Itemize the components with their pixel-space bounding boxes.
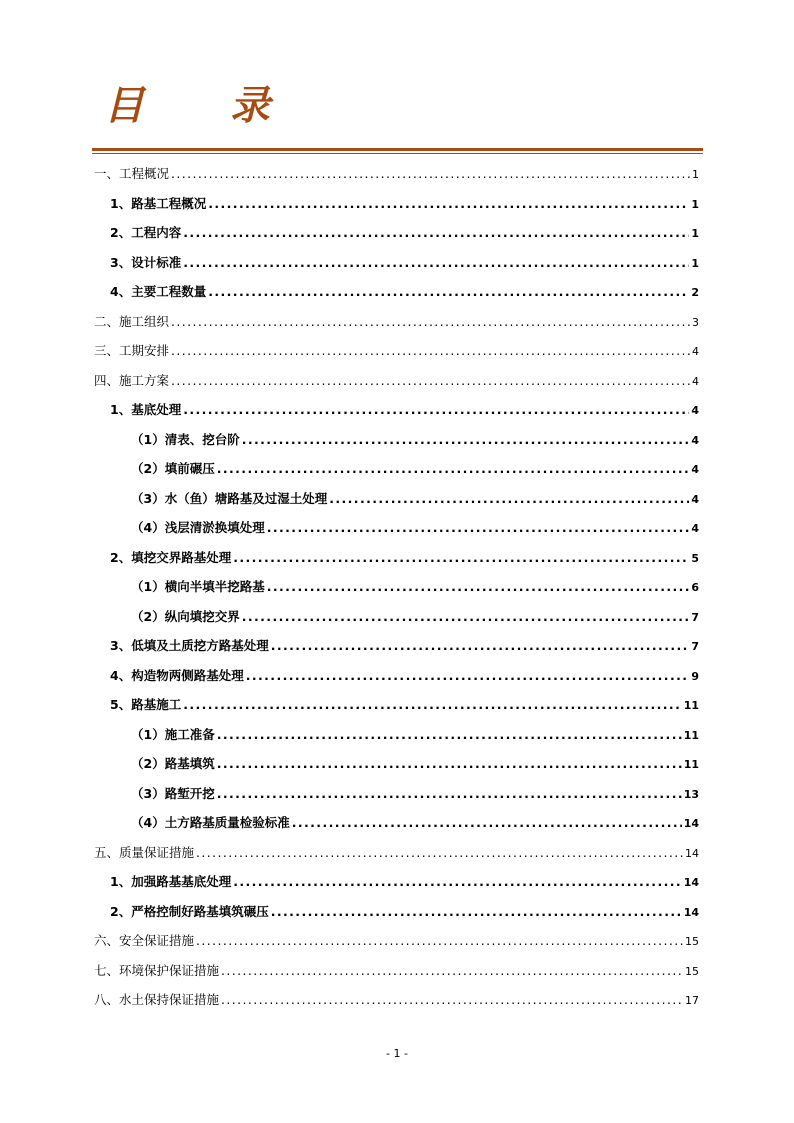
toc-entry-label: 1、路基工程概况 xyxy=(110,195,207,211)
toc-entry-page: 7 xyxy=(691,610,699,624)
page-number: - 1 - xyxy=(386,1047,408,1060)
toc-leader-dots xyxy=(242,430,690,450)
toc-entry[interactable] xyxy=(131,784,699,804)
toc-entry[interactable] xyxy=(131,459,699,479)
toc-entry-page: 4 xyxy=(691,433,699,447)
toc-entry-page: 4 xyxy=(692,345,699,358)
toc-entry[interactable] xyxy=(110,872,699,892)
toc-entry-label: 3、低填及土质挖方路基处理 xyxy=(110,638,269,653)
toc-entry-page: 14 xyxy=(683,876,699,889)
toc-entry-page: 15 xyxy=(685,964,699,978)
toc-entry[interactable] xyxy=(131,430,699,450)
toc-entry-page: 11 xyxy=(683,728,699,742)
toc-entry-page: 1 xyxy=(691,197,699,211)
toc-entry[interactable] xyxy=(110,253,699,273)
toc-entry-label: 八、水土保持保证措施 xyxy=(94,992,220,1007)
toc-entry[interactable] xyxy=(94,990,699,1010)
page-title: 目 录 xyxy=(104,82,306,129)
toc-entry-label: （4）土方路基质量检验标准 xyxy=(131,815,290,830)
toc-entry[interactable] xyxy=(131,518,699,538)
toc-leader-dots xyxy=(217,725,682,745)
toc-entry-label: 二、施工组织 xyxy=(94,313,170,329)
toc-entry-label: 5、路基施工 xyxy=(110,697,182,712)
toc-entry-page: 4 xyxy=(692,374,699,388)
toc-leader-dots xyxy=(171,312,690,332)
toc-leader-dots xyxy=(292,813,682,833)
toc-entry-label: 七、环境保护保证措施 xyxy=(94,962,220,978)
toc-leader-dots xyxy=(196,843,683,863)
toc-entry-page: 1 xyxy=(691,256,699,270)
toc-entry[interactable] xyxy=(110,902,699,922)
toc-entry[interactable] xyxy=(110,666,699,686)
toc-leader-dots xyxy=(221,961,683,981)
toc-entry-page: 6 xyxy=(691,581,699,594)
toc-leader-dots xyxy=(233,872,681,892)
toc-leader-dots xyxy=(271,902,682,922)
toc-entry-page: 4 xyxy=(691,522,699,535)
toc-leader-dots xyxy=(183,695,681,715)
toc-entry-page: 7 xyxy=(691,640,699,653)
toc-leader-dots xyxy=(171,341,690,361)
toc-entry[interactable] xyxy=(110,400,699,420)
toc-entry[interactable] xyxy=(131,725,699,745)
toc-leader-dots xyxy=(183,400,689,420)
toc-leader-dots xyxy=(271,636,690,656)
toc-leader-dots xyxy=(221,990,683,1010)
toc-leader-dots xyxy=(233,548,689,568)
toc-entry[interactable] xyxy=(110,282,699,302)
toc-entry[interactable] xyxy=(94,371,699,391)
toc-leader-dots xyxy=(329,489,689,509)
toc-entry-label: （4）浅层清淤换填处理 xyxy=(131,520,265,535)
toc-entry[interactable] xyxy=(131,577,699,597)
toc-entry-page: 14 xyxy=(683,817,699,830)
toc-entry[interactable] xyxy=(131,489,699,509)
toc-entry[interactable] xyxy=(94,843,699,863)
title-rule-thin xyxy=(92,153,703,154)
toc-entry[interactable] xyxy=(94,341,699,361)
toc-leader-dots xyxy=(171,164,690,184)
toc-leader-dots xyxy=(183,253,689,273)
toc-entry-page: 11 xyxy=(683,699,699,712)
toc-leader-dots xyxy=(208,282,689,302)
toc-entry-page: 14 xyxy=(683,905,699,919)
toc-leader-dots xyxy=(267,577,690,597)
toc-entry-page: 1 xyxy=(692,168,699,181)
toc-entry-page: 17 xyxy=(685,994,699,1007)
toc-entry-label: 3、设计标准 xyxy=(110,254,182,270)
toc-entry[interactable] xyxy=(131,813,699,833)
toc-entry-page: 5 xyxy=(691,551,699,565)
toc-entry[interactable] xyxy=(110,223,699,243)
toc-entry-page: 15 xyxy=(685,935,699,948)
toc-entry[interactable] xyxy=(94,164,699,184)
toc-leader-dots xyxy=(171,371,690,391)
toc-entry-label: 三、工期安排 xyxy=(94,343,170,358)
toc-entry-label: （1）施工准备 xyxy=(131,726,215,742)
toc-entry[interactable] xyxy=(110,695,699,715)
toc-entry[interactable] xyxy=(131,607,699,627)
toc-entry-label: 1、基底处理 xyxy=(110,402,182,417)
toc-leader-dots xyxy=(208,194,689,214)
toc-entry-page: 9 xyxy=(691,669,699,683)
toc-entry-label: （2）纵向填挖交界 xyxy=(131,608,240,624)
toc-leader-dots xyxy=(217,754,682,774)
toc-leader-dots xyxy=(242,607,690,627)
toc-entry-label: 2、工程内容 xyxy=(110,225,182,240)
toc-entry[interactable] xyxy=(131,754,699,774)
toc-entry-label: （3）路堑开挖 xyxy=(131,785,215,801)
toc-leader-dots xyxy=(267,518,690,538)
toc-entry-page: 1 xyxy=(691,227,699,240)
toc-entry[interactable] xyxy=(110,636,699,656)
toc-entry-label: 六、安全保证措施 xyxy=(94,933,195,948)
toc-entry[interactable] xyxy=(94,931,699,951)
toc-entry-label: （2）填前碾压 xyxy=(131,461,215,476)
toc-leader-dots xyxy=(217,784,682,804)
toc-leader-dots xyxy=(217,459,690,479)
toc-entry-label: （2）路基填筑 xyxy=(131,756,215,771)
toc-leader-dots xyxy=(196,931,683,951)
toc-entry-label: （3）水（鱼）塘路基及过湿土处理 xyxy=(131,490,328,506)
toc-entry-page: 14 xyxy=(685,846,699,860)
toc-leader-dots xyxy=(246,666,690,686)
toc-entry[interactable] xyxy=(110,194,699,214)
toc-entry-page: 4 xyxy=(691,463,699,476)
toc-entry-label: 2、严格控制好路基填筑碾压 xyxy=(110,903,269,919)
title-rule-thick xyxy=(92,148,703,151)
toc-entry-label: 四、施工方案 xyxy=(94,372,170,388)
toc-entry[interactable] xyxy=(94,312,699,332)
toc-entry-page: 4 xyxy=(691,404,699,417)
toc-entry-label: 1、加强路基基底处理 xyxy=(110,874,232,889)
toc-entry-label: 4、主要工程数量 xyxy=(110,284,207,299)
toc-entry-label: （1）清表、挖台阶 xyxy=(131,431,240,447)
toc-entry-page: 2 xyxy=(691,286,699,299)
toc-entry[interactable] xyxy=(94,961,699,981)
toc-entry-label: 2、填挖交界路基处理 xyxy=(110,549,232,565)
toc-entry-page: 3 xyxy=(692,315,699,329)
toc-entry-page: 4 xyxy=(691,492,699,506)
toc-entry[interactable] xyxy=(110,548,699,568)
toc-entry-label: 一、工程概况 xyxy=(94,166,170,181)
toc-entry-label: 五、质量保证措施 xyxy=(94,844,195,860)
toc-entry-page: 11 xyxy=(683,758,699,771)
toc-leader-dots xyxy=(183,223,689,243)
toc-entry-label: （1）横向半填半挖路基 xyxy=(131,579,265,594)
toc-entry-page: 13 xyxy=(683,787,699,801)
toc-entry-label: 4、构造物两侧路基处理 xyxy=(110,667,244,683)
